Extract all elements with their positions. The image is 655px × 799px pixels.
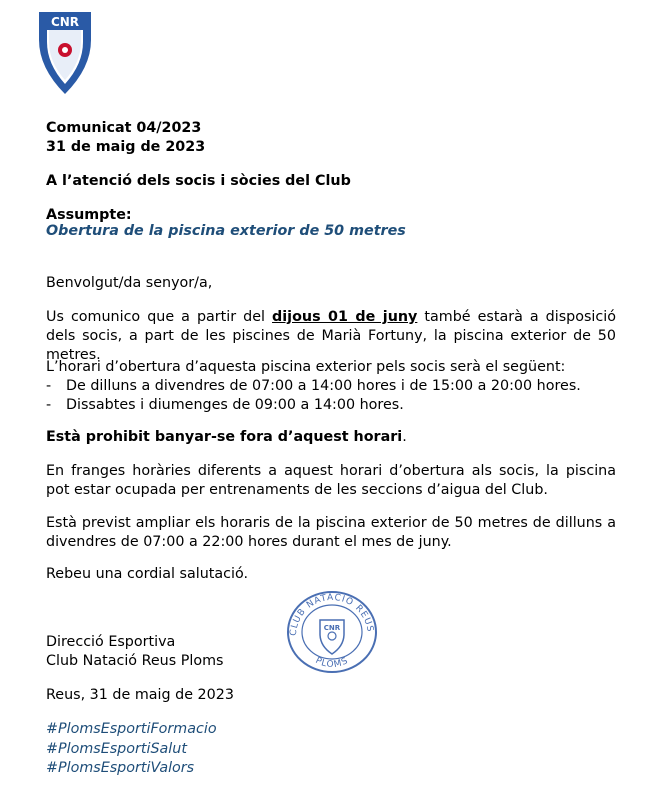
paragraph-franges: En franges horàries diferents a aquest horari d’obertura als socis, la piscina pot estar ocupada per entrenaments de les seccions d’aigua del Club.	[46, 463, 616, 498]
closing-line: Rebeu una cordial salutació.	[46, 566, 249, 582]
schedule-intro: L’horari d’obertura d’aquesta piscina exterior pels socis serà el següent:	[46, 359, 566, 375]
club-logo	[36, 6, 94, 96]
stamp-top-text: CLUB NATACIÓ REUS	[288, 592, 375, 637]
attention-line: A l’atenció dels socis i sòcies del Club	[46, 173, 351, 189]
hashtag-formacio[interactable]: #PlomsEsportiFormacio	[46, 721, 217, 737]
logo-letters: CNR	[50, 15, 80, 29]
schedule-item: - De dilluns a divendres de 07:00 a 14:00 hores i de 15:00 a 20:00 hores.	[46, 378, 581, 394]
opening-date-highlight: dijous 01 de juny	[272, 309, 418, 325]
paragraph-previst: Està previst ampliar els horaris de la piscina exterior de 50 metres de dilluns a divendres de 07:00 a 22:00 hores durant el mes de juny.	[46, 515, 616, 550]
schedule-section	[46, 358, 616, 415]
stamp-letters: CNR	[323, 624, 341, 632]
p1-after: també estarà a disposició dels socis, a part de les piscines de Marià Fortuny, la piscina exterior de 50 metres.	[46, 309, 616, 363]
subject-title: Obertura de la piscina exterior de 50 metres	[46, 223, 406, 239]
communique-number: Comunicat 04/2023	[46, 120, 202, 136]
stamp-bottom-text: PLOMS	[313, 655, 351, 671]
prohibited-notice: Està prohibit banyar-se fora d’aquest horari.	[46, 429, 407, 445]
communique-date: 31 de maig de 2023	[46, 139, 206, 155]
hashtag-valors[interactable]: #PlomsEsportiValors	[46, 760, 195, 776]
signature-club: Club Natació Reus Ploms	[46, 653, 224, 669]
signature-department: Direcció Esportiva	[46, 634, 176, 650]
greeting: Benvolgut/da senyor/a,	[46, 275, 213, 291]
place-date: Reus, 31 de maig de 2023	[46, 687, 234, 703]
paragraph-opening	[46, 308, 616, 365]
subject-label: Assumpte:	[46, 207, 132, 223]
hashtag-salut[interactable]: #PlomsEsportiSalut	[46, 741, 187, 757]
schedule-item: - Dissabtes i diumenges de 09:00 a 14:00 hores.	[46, 397, 404, 413]
p1-before: Us comunico que a partir del	[46, 309, 273, 325]
